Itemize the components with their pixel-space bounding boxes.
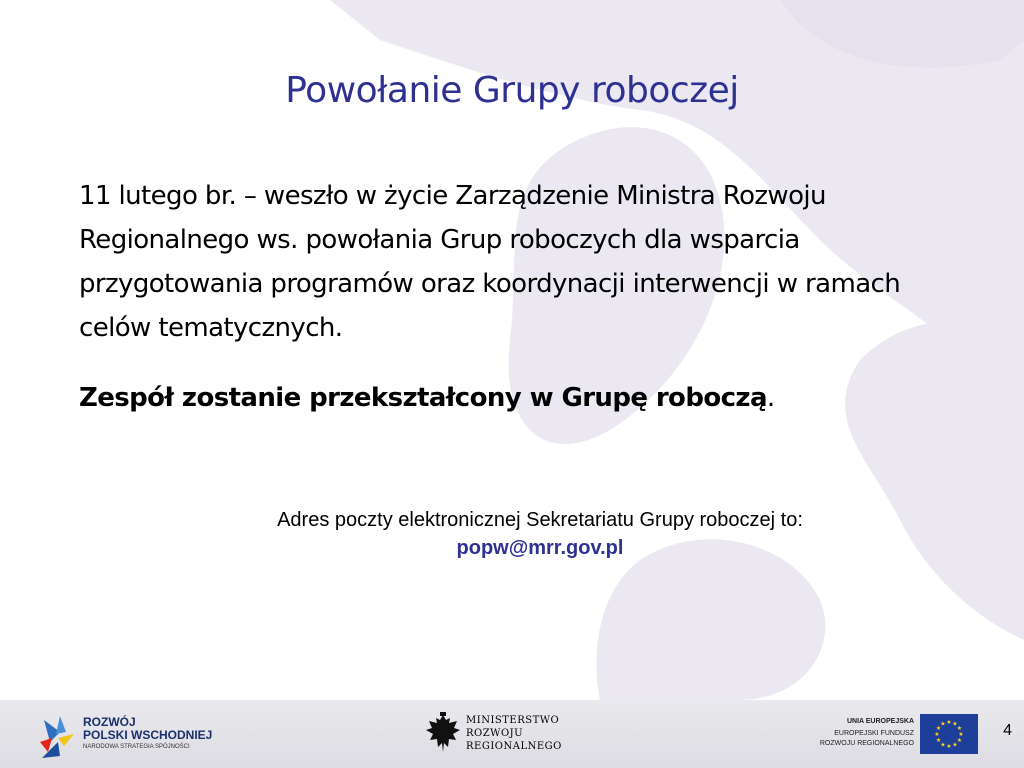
svg-text:★: ★: [940, 741, 946, 749]
svg-text:★: ★: [952, 741, 958, 749]
min-line1: MINISTERSTWO: [466, 715, 560, 726]
rpw-logo-text: [83, 716, 212, 742]
rpw-line1: ROZWÓJ: [83, 715, 136, 729]
ue-line1: UNIA EUROPEJSKA: [846, 718, 914, 725]
min-line3: REGIONALNEGO: [466, 741, 562, 752]
svg-text:★: ★: [935, 737, 942, 744]
ue-lines: [820, 729, 914, 749]
ue-line2: EUROPEJSKI FUNDUSZ: [834, 730, 914, 737]
emphasis-tail: .: [766, 383, 775, 413]
contact-label: Adres poczty elektronicznej Sekretariatu Grupy roboczej to:: [277, 509, 803, 531]
min-line2: ROZWOJU: [466, 728, 524, 739]
eagle-emblem-icon: [424, 712, 462, 756]
page-number: 4: [1003, 722, 1012, 739]
svg-text:★: ★: [934, 731, 940, 738]
footer-bar: [0, 700, 1024, 768]
rpw-subtitle: NARODOWA STRATEGIA SPÓJNOŚCI: [83, 744, 190, 750]
svg-text:★: ★: [952, 720, 958, 728]
contact-block: [140, 506, 940, 562]
svg-text:★: ★: [935, 725, 942, 732]
ue-line3: ROZWOJU REGIONALNEGO: [819, 740, 914, 747]
ministerstwo-logo: [424, 712, 584, 758]
svg-text:★: ★: [956, 725, 963, 732]
rpw-star-icon: [38, 712, 76, 760]
svg-text:★: ★: [946, 743, 952, 750]
rpw-line2: POLSKI WSCHODNIEJ: [83, 728, 213, 742]
eu-flag-icon: [920, 714, 978, 754]
contact-email-link[interactable]: popw@mrr.gov.pl: [456, 537, 624, 559]
emphasis-paragraph: [79, 380, 939, 416]
ministerstwo-logo-text: [466, 714, 562, 753]
svg-text:★: ★: [956, 737, 963, 744]
body-paragraph: 11 lutego br. – weszło w życie Zarządzenie Ministra Rozwoju Regionalnego ws. powołania Grup roboczych dla wsparcia przygotowania programów oraz koordynacji interwencji w ramach celów tematycznych.: [79, 181, 901, 343]
svg-text:★: ★: [940, 720, 946, 728]
svg-text:★: ★: [946, 719, 952, 726]
slide-title: Powołanie Grupy roboczej: [285, 70, 739, 111]
svg-text:★: ★: [958, 731, 964, 738]
emphasis-text: Zespół zostanie przekształcony w Grupę roboczą: [79, 383, 767, 413]
rozwoj-polski-wschodniej-logo: [38, 710, 258, 760]
unia-europejska-logo: [810, 714, 990, 758]
